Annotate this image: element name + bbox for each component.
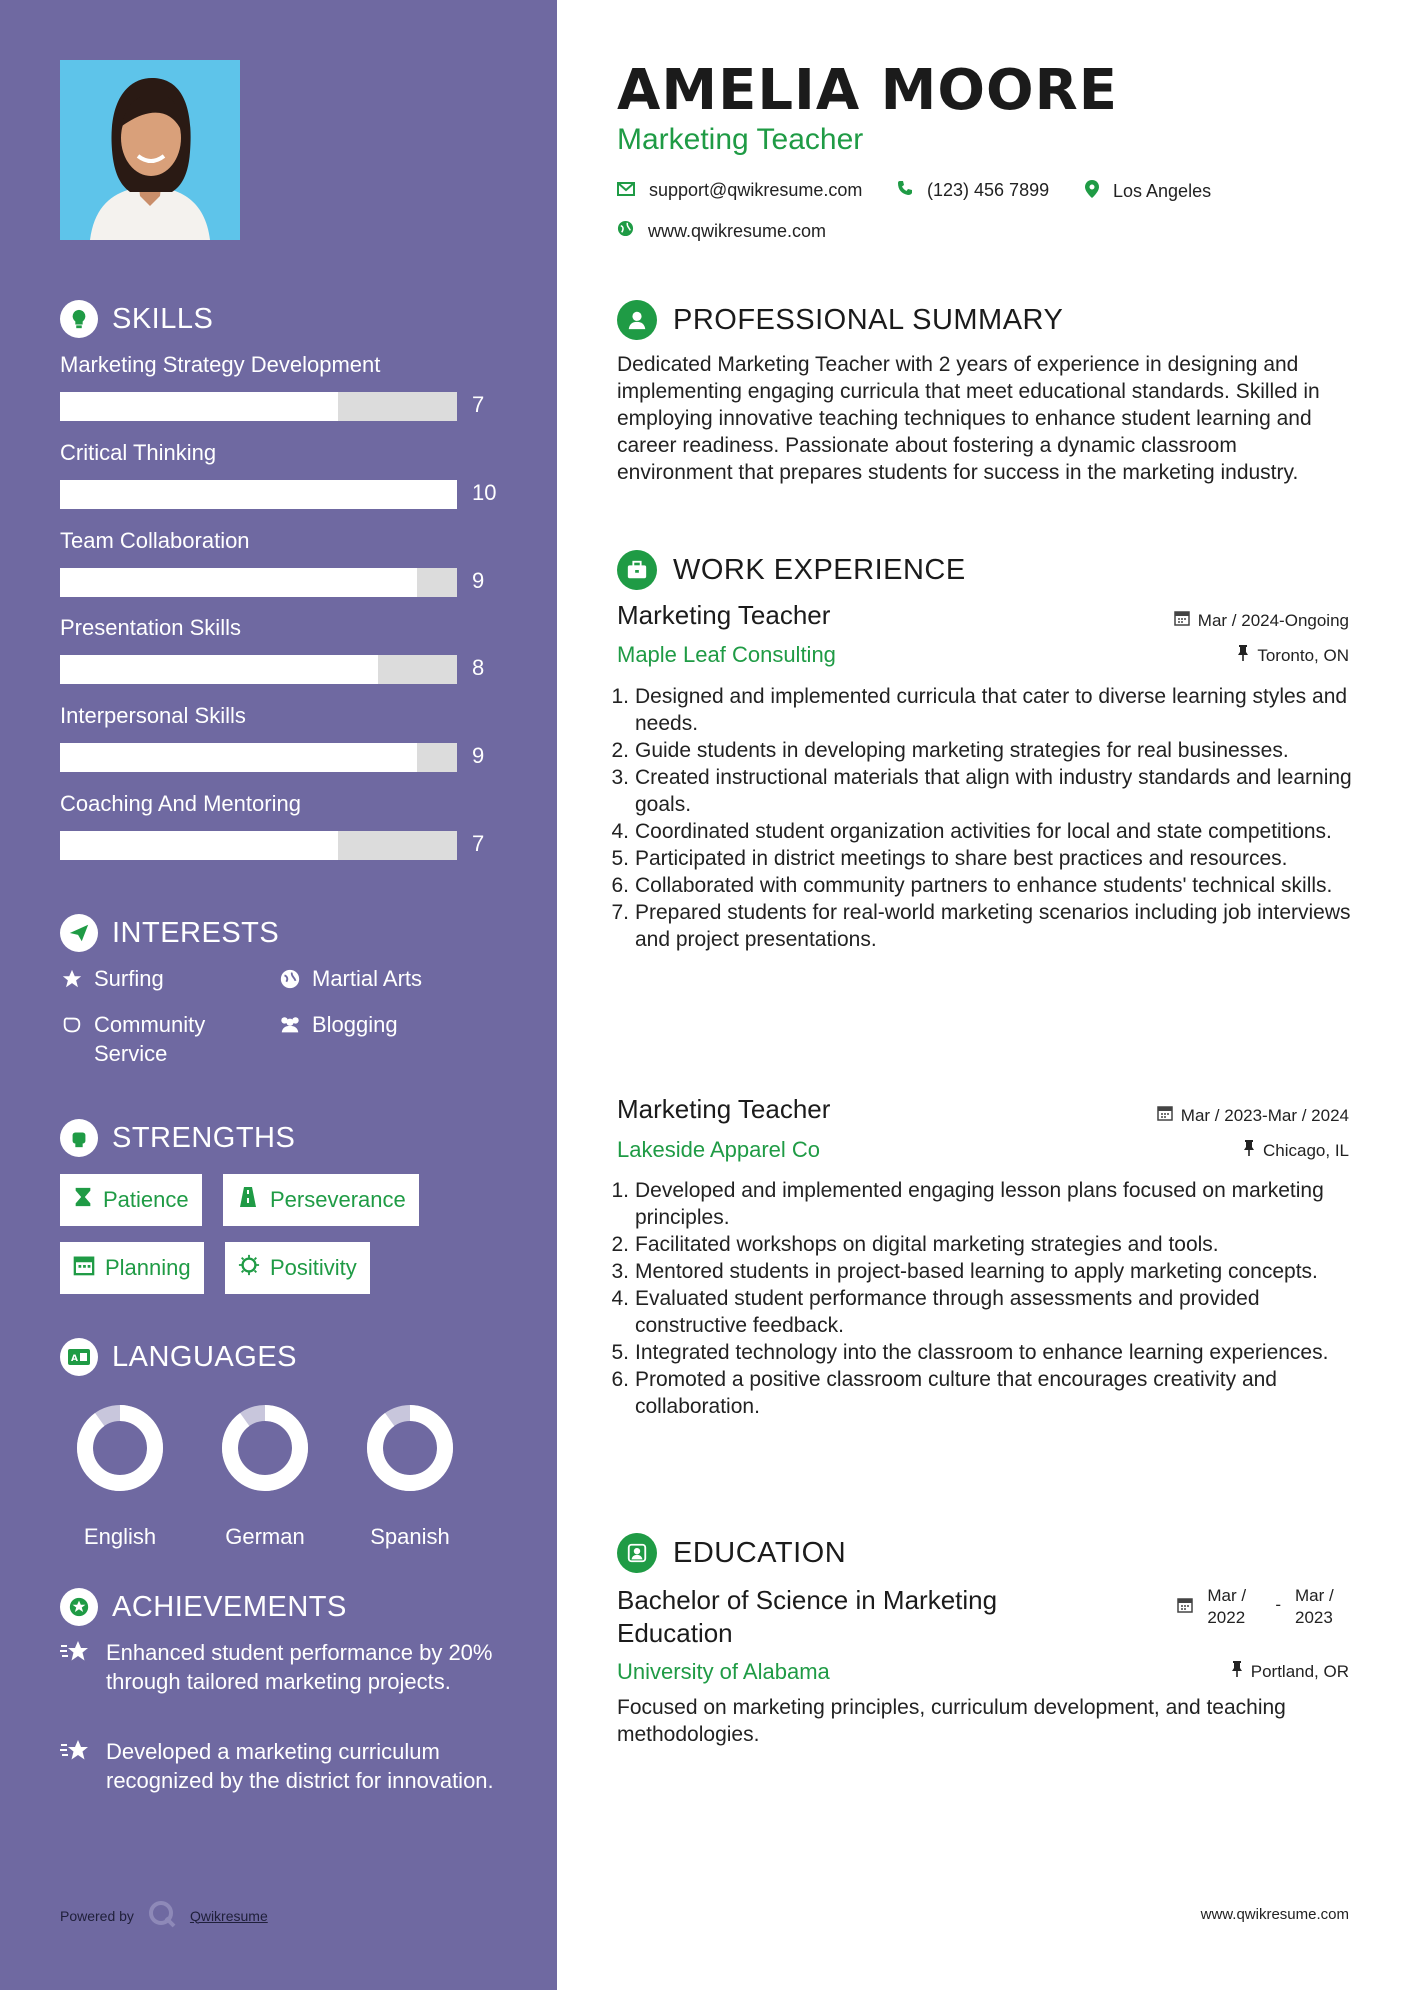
- donut-fill: [85, 1413, 155, 1483]
- language-item: [350, 1402, 470, 1550]
- powered-label: Powered by: [60, 1907, 134, 1924]
- interest-item: [278, 1011, 398, 1040]
- job-bullet: [611, 1231, 1362, 1258]
- calendar-icon: [1177, 1585, 1193, 1618]
- date-separator: -: [1275, 1595, 1281, 1614]
- main-content: [557, 0, 1407, 1990]
- skill-bar-fill: [60, 743, 417, 772]
- skill-bar-fill: [60, 655, 378, 684]
- pushpin-icon: [1231, 1661, 1243, 1682]
- bullet-number: 4.: [611, 1287, 629, 1310]
- strengths-title: STRENGTHS: [112, 1121, 296, 1154]
- lightbulb-icon: [60, 300, 98, 338]
- contact-website[interactable]: [617, 220, 826, 242]
- email-text: support@qwikresume.com: [649, 180, 863, 200]
- contact-location: [1085, 180, 1211, 203]
- fist-icon: [60, 1119, 98, 1157]
- website-text: www.qwikresume.com: [648, 220, 827, 241]
- bullet-text: Promoted a positive classroom culture that encourages creativity and collaboration.: [635, 1368, 1277, 1418]
- skill-item: [60, 440, 500, 505]
- bullet-number: 2.: [611, 739, 629, 762]
- job-bullets: [611, 1177, 1362, 1420]
- job-bullet: [611, 1285, 1362, 1339]
- calendar-icon: [1157, 1105, 1173, 1126]
- bullet-number: 3.: [611, 766, 629, 789]
- qwikresume-logo-icon: [148, 1900, 176, 1931]
- calendar-icon: [73, 1254, 95, 1282]
- bullet-number: 3.: [611, 1260, 629, 1283]
- school-name: University of Alabama: [617, 1659, 830, 1684]
- interest-label: Surfing: [94, 966, 164, 991]
- skill-name: Interpersonal Skills: [60, 703, 246, 728]
- strength-tag: [60, 1242, 204, 1294]
- strength-tag: [225, 1242, 370, 1294]
- bullet-number: 5.: [611, 1341, 629, 1364]
- strength-tag: [223, 1174, 419, 1226]
- contact-email[interactable]: [617, 180, 862, 201]
- road-icon: [236, 1187, 260, 1213]
- summary-text: Dedicated Marketing Teacher with 2 years of experience in designing and implementing engaging curricula that meet educational standards. Skilled in employing innovative teaching techniques to enhance student learning and career readiness. Passionate about fostering a dynamic classroom environment that prepares students for success in the marketing industry.: [617, 353, 1320, 484]
- bullet-number: 6.: [611, 874, 629, 897]
- skill-value: 7: [472, 831, 485, 856]
- education-end: Mar / 2023: [1295, 1586, 1334, 1627]
- graduation-icon: [617, 1533, 657, 1573]
- pushpin-icon: [1237, 645, 1249, 666]
- skill-value: 9: [472, 568, 485, 593]
- skill-item: [60, 528, 500, 593]
- star-burst-icon: [60, 1737, 94, 1795]
- skill-bar: [60, 392, 457, 421]
- job-title: Marketing Teacher: [617, 1094, 831, 1124]
- job-bullet: [611, 1177, 1362, 1231]
- skill-bar-fill: [60, 831, 338, 860]
- education-description: Focused on marketing principles, curriculum development, and teaching methodologies.: [617, 1696, 1286, 1746]
- bullet-text: Facilitated workshops on digital marketing strategies and tools.: [635, 1233, 1219, 1256]
- footer-url[interactable]: www.qwikresume.com: [1200, 1906, 1349, 1923]
- bullet-text: Coordinated student organization activities for local and state competitions.: [635, 820, 1332, 843]
- briefcase-icon: [617, 550, 657, 590]
- bullet-text: Designed and implemented curricula that cater to diverse learning styles and needs.: [635, 685, 1348, 735]
- strengths-header: [60, 1119, 295, 1157]
- experience-title: WORK EXPERIENCE: [673, 553, 966, 586]
- language-icon: [60, 1338, 98, 1376]
- job-location: [1243, 1140, 1349, 1161]
- donut-fill: [375, 1413, 445, 1483]
- skill-name: Team Collaboration: [60, 528, 250, 553]
- language-donut: [205, 1402, 325, 1502]
- candidate-name: AMELIA MOORE: [617, 58, 1118, 123]
- phone-icon: [897, 180, 913, 201]
- achievement-text: Enhanced student performance by 20% through tailored marketing projects.: [106, 1640, 493, 1694]
- phone-text: (123) 456 7899: [927, 180, 1050, 200]
- company-name: Lakeside Apparel Co: [617, 1137, 821, 1162]
- contact-phone[interactable]: [897, 180, 1049, 201]
- job-bullet: [611, 899, 1362, 953]
- experience-header: [617, 550, 966, 590]
- sun-icon: [238, 1254, 260, 1282]
- job-bullet: [611, 1258, 1362, 1285]
- skill-value: 10: [472, 480, 497, 505]
- skill-name: Marketing Strategy Development: [60, 352, 381, 377]
- bullet-number: 5.: [611, 847, 629, 870]
- languages-title: LANGUAGES: [112, 1340, 297, 1373]
- job-bullet: [611, 764, 1362, 818]
- education-dates: [1177, 1585, 1349, 1629]
- skill-bar-fill: [60, 568, 417, 597]
- calendar-icon: [1174, 610, 1190, 631]
- star-icon: [60, 965, 84, 994]
- job-bullet: [611, 845, 1362, 872]
- job-bullet: [611, 1366, 1362, 1420]
- bullet-number: 7.: [611, 901, 629, 924]
- interests-header: [60, 914, 279, 952]
- summary-header: [617, 300, 1063, 340]
- skill-bar-fill: [60, 392, 338, 421]
- job-dates: [1174, 610, 1349, 631]
- degree-title: Bachelor of Science in Marketing Education: [617, 1585, 998, 1648]
- skill-bar: [60, 655, 457, 684]
- achievement-item: [60, 1737, 500, 1795]
- strength-label: Perseverance: [270, 1187, 406, 1212]
- skill-name: Coaching And Mentoring: [60, 791, 301, 816]
- skill-value: 7: [472, 392, 485, 417]
- powered-link[interactable]: Qwikresume: [189, 1907, 268, 1924]
- skill-item: [60, 791, 500, 856]
- svg-text:A: A: [71, 1354, 78, 1364]
- globe-icon: [617, 220, 634, 242]
- job-title: Marketing Teacher: [617, 600, 831, 630]
- skill-item: [60, 352, 500, 417]
- skill-bar: [60, 568, 457, 597]
- envelope-icon: [617, 180, 635, 201]
- map-pin-icon: [1085, 180, 1099, 203]
- job-location-text: Chicago, IL: [1263, 1140, 1349, 1160]
- summary-title: PROFESSIONAL SUMMARY: [673, 303, 1064, 336]
- skill-value: 9: [472, 743, 485, 768]
- hourglass-icon: [73, 1186, 93, 1214]
- users-icon: [278, 1011, 302, 1040]
- job-dates-text: Mar / 2024-Ongoing: [1197, 610, 1349, 630]
- bullet-text: Developed and implemented engaging lesson plans focused on marketing principles.: [635, 1179, 1324, 1229]
- user-icon: [617, 300, 657, 340]
- interest-item: [60, 1011, 250, 1068]
- strength-label: Planning: [105, 1255, 191, 1280]
- bullet-text: Prepared students for real-world marketing scenarios including job interviews and project presentations.: [635, 901, 1351, 951]
- bullet-text: Mentored students in project-based learning to apply marketing concepts.: [635, 1260, 1318, 1283]
- skill-name: Critical Thinking: [60, 440, 217, 465]
- skills-title: SKILLS: [112, 302, 214, 335]
- language-name: Spanish: [370, 1524, 450, 1549]
- language-donut: [60, 1402, 180, 1502]
- strength-label: Patience: [103, 1187, 189, 1212]
- company-name: Maple Leaf Consulting: [617, 642, 836, 667]
- skill-value: 8: [472, 655, 485, 680]
- star-burst-icon: [60, 1638, 94, 1696]
- education-location: [1231, 1661, 1349, 1682]
- sidebar: [0, 0, 557, 1990]
- bullet-number: 4.: [611, 820, 629, 843]
- education-location-text: Portland, OR: [1250, 1661, 1349, 1681]
- job-dates-text: Mar / 2023-Mar / 2024: [1180, 1105, 1349, 1125]
- language-name: German: [225, 1524, 305, 1549]
- job-bullet: [611, 818, 1362, 845]
- skill-item: [60, 703, 500, 768]
- job-bullet: [611, 737, 1362, 764]
- job-bullet: [611, 1339, 1362, 1366]
- job-location-text: Toronto, ON: [1257, 645, 1349, 665]
- award-icon: [60, 1588, 98, 1626]
- bullet-text: Integrated technology into the classroom to enhance learning experiences.: [635, 1341, 1329, 1364]
- job-bullet: [611, 683, 1362, 737]
- language-item: [60, 1402, 180, 1550]
- skill-bar: [60, 831, 457, 860]
- languages-header: [60, 1338, 297, 1376]
- skill-bar-fill: [60, 480, 457, 509]
- job-bullet: [611, 872, 1362, 899]
- strength-tag: [60, 1174, 202, 1226]
- profile-photo: [60, 60, 240, 240]
- powered-by: [60, 1900, 268, 1931]
- bullet-text: Participated in district meetings to share best practices and resources.: [635, 847, 1288, 870]
- bullet-number: 1.: [611, 685, 629, 708]
- interest-label: Martial Arts: [312, 966, 423, 991]
- achievement-text: Developed a marketing curriculum recognized by the district for innovation.: [106, 1739, 494, 1793]
- skill-item: [60, 615, 500, 680]
- interest-item: [278, 965, 422, 994]
- bullet-text: Evaluated student performance through assessments and provided constructive feedback.: [635, 1287, 1260, 1337]
- job-location: [1237, 645, 1349, 666]
- education-header: [617, 1533, 846, 1573]
- interest-label: Community Service: [94, 1012, 206, 1066]
- interest-label: Blogging: [312, 1012, 398, 1037]
- interest-item: [60, 965, 164, 994]
- paper-plane-icon: [60, 914, 98, 952]
- bullet-number: 1.: [611, 1179, 629, 1202]
- skill-bar: [60, 743, 457, 772]
- education-title: EDUCATION: [673, 1536, 847, 1569]
- location-text: Los Angeles: [1113, 181, 1212, 201]
- achievements-title: ACHIEVEMENTS: [112, 1590, 347, 1623]
- interests-title: INTERESTS: [112, 916, 280, 949]
- bullet-number: 6.: [611, 1368, 629, 1391]
- globe-icon: [278, 965, 302, 994]
- bullet-text: Collaborated with community partners to enhance students' technical skills.: [635, 874, 1333, 897]
- skill-bar: [60, 480, 457, 509]
- skills-header: [60, 300, 213, 338]
- job-bullets: [611, 683, 1362, 953]
- hand-icon: [60, 1011, 84, 1068]
- language-item: [205, 1402, 325, 1550]
- pushpin-icon: [1243, 1140, 1255, 1161]
- language-donut: [350, 1402, 470, 1502]
- education-start: Mar / 2022: [1207, 1586, 1247, 1627]
- candidate-role: Marketing Teacher: [617, 123, 864, 156]
- job-dates: [1157, 1105, 1349, 1126]
- bullet-text: Guide students in developing marketing strategies for real businesses.: [635, 739, 1289, 762]
- donut-fill: [230, 1413, 300, 1483]
- achievements-header: [60, 1588, 347, 1626]
- skill-name: Presentation Skills: [60, 615, 241, 640]
- achievement-item: [60, 1638, 500, 1696]
- language-name: English: [83, 1524, 157, 1549]
- strength-label: Positivity: [270, 1255, 357, 1280]
- bullet-text: Created instructional materials that align with industry standards and learning goals.: [635, 766, 1352, 816]
- bullet-number: 2.: [611, 1233, 629, 1256]
